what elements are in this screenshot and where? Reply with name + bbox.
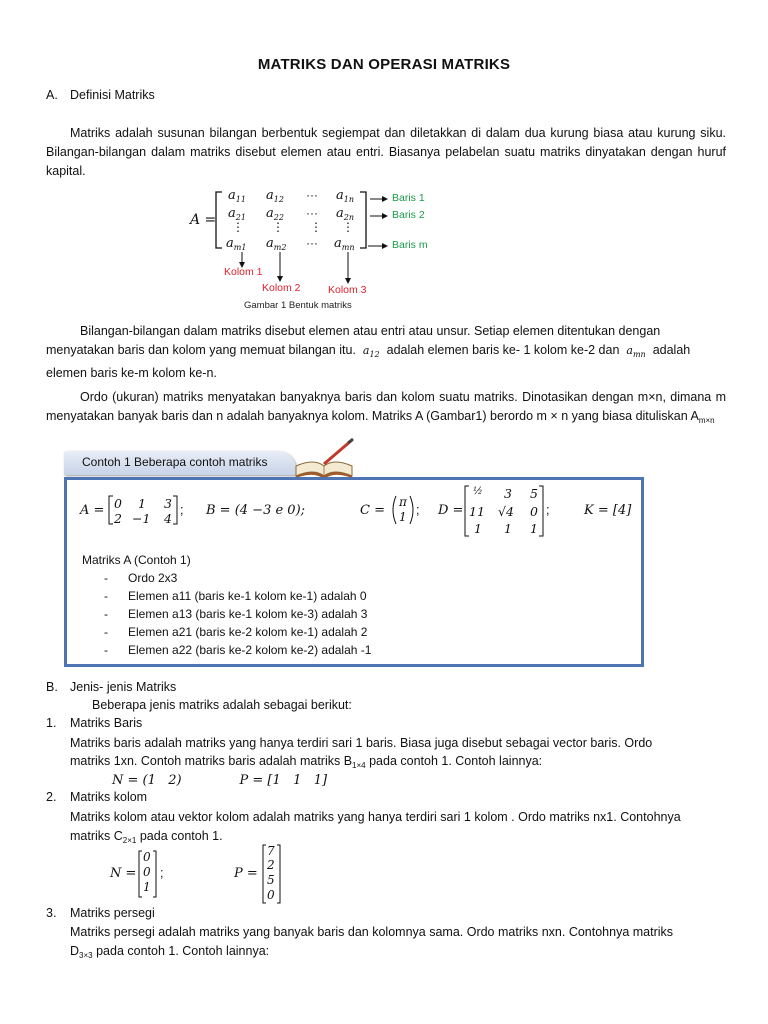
matrix-cell: ⋮ (232, 220, 244, 234)
matrix-cell: $a_{1n}$ (336, 188, 355, 204)
paragraph-elemen-line3: elemen baris ke-m kolom ke-n. (46, 366, 217, 380)
example-p-label: P = (234, 866, 258, 881)
paragraph-elemen-line2: menyatakan baris dan kolom yang memuat bilangan itu. (46, 343, 356, 357)
matrix-figure (170, 186, 470, 316)
matrix-a-cell: 2 (114, 511, 122, 526)
matrix-k: K = [4] (584, 503, 632, 518)
example-p-cell: 2 (267, 858, 275, 872)
matrix-d-cell: 1 (504, 521, 512, 536)
paragraph-definisi: Matriks adalah susunan bilangan berbentuk segiempat dan diletakkan di dalam dua kurung biasa atau kurung siku. Bilangan-bilangan dalam matriks disebut elemen atau entri. Biasanya pelabelan suatu matriks dinyatakan dengan huruf kapital. (46, 126, 726, 178)
book-pen-icon (290, 436, 358, 483)
label-baris-2: Baris 2 (392, 209, 425, 221)
contoh-list-item: Elemen a22 (baris ke-2 kolom ke-2) adalah -1 (128, 643, 372, 657)
item-desc-sub: 3×3 (79, 951, 93, 960)
matrix-cell: ⋮ (310, 220, 322, 234)
item-number: 1. (46, 716, 57, 730)
matrix-cell: $a_{11}$ (228, 188, 246, 204)
item-number: 2. (46, 790, 57, 804)
matrix-d-cell: 11 (469, 504, 485, 519)
matrix-c (390, 494, 416, 526)
section-b-label: B. (46, 680, 58, 694)
matrix-cell: $a_{2n}$ (336, 206, 355, 222)
item-desc-text: pada contoh 1. Contoh lainnya: (365, 754, 543, 768)
matrix-d-cell: 1 (474, 521, 482, 536)
list-bullet: - (104, 607, 108, 621)
list-bullet: - (104, 589, 108, 603)
elemen-a12: $a_{12}$ (359, 344, 380, 359)
label-baris-1: Baris 1 (392, 192, 425, 204)
elemen-amn: $a_{mn}$ (622, 344, 646, 359)
matrix-a-cell: 3 (164, 496, 172, 511)
item-desc-text: matriks 1xn. Contoh matriks baris adalah matriks B (70, 754, 353, 768)
item-desc-sub: 1×4 (352, 761, 366, 770)
example-p-cell: 7 (267, 844, 275, 858)
paragraph-elemen-line1: Bilangan-bilangan dalam matriks disebut elemen atau entri atau unsur. Setiap elemen ditentukan dengan (80, 324, 661, 338)
matrix-d-label: D = (438, 503, 464, 518)
item-title: Matriks persegi (70, 906, 155, 920)
example-n-label: N = (110, 866, 137, 881)
item-desc-text: pada contoh 1. (136, 829, 223, 843)
item-desc: Matriks persegi adalah matriks yang banyak baris dan kolomnya sama. Ordo matriks nxn. Contohnya matriks (70, 925, 674, 939)
matrix-d-cell: 1 (530, 521, 538, 536)
semicolon: ; (180, 503, 184, 517)
matrix-a-cell: 4 (164, 511, 172, 526)
matrix-d-cell: 3 (504, 486, 512, 501)
list-bullet: - (104, 643, 108, 657)
matrix-d-cell: ½ (473, 486, 483, 497)
contoh-list-item: Ordo 2x3 (128, 571, 178, 585)
item-desc: Matriks baris adalah matriks yang hanya terdiri sari 1 baris. Biasa juga disebut sebagai vector baris. Ordo (70, 736, 653, 750)
label-kolom-2: Kolom 2 (262, 282, 301, 294)
matrix-a-cell: 0 (114, 496, 122, 511)
item-desc-text: matriks C (70, 829, 123, 843)
matrix-cell: ··· (306, 206, 318, 220)
item-desc-sub: 2×1 (122, 836, 137, 845)
matrix-cell: $a_{m2}$ (266, 236, 287, 252)
matrix-cell: ⋮ (272, 220, 284, 234)
matrix-a-cell: 1 (138, 496, 146, 511)
example-p-cell: 5 (267, 873, 275, 887)
item-desc-text: pada contoh 1. Contoh lainnya: (92, 944, 270, 958)
item-desc (70, 829, 730, 845)
example-n-cell: 1 (143, 880, 151, 894)
page-title: MATRIKS DAN OPERASI MATRIKS (257, 56, 511, 73)
matrix-d-cell: √4 (498, 504, 514, 519)
matrix-cell: $a_{mn}$ (334, 236, 355, 252)
paragraph-ordo-end: A (690, 409, 699, 423)
label-kolom-1: Kolom 1 (224, 266, 263, 278)
item-desc: Matriks kolom atau vektor kolom adalah matriks yang hanya terdiri sari 1 kolom . Ordo matriks nx1. Contohnya (70, 810, 681, 824)
contoh-title: Contoh 1 Beberapa contoh matriks (82, 455, 268, 469)
label-baris-m: Baris m (392, 239, 428, 251)
matrix-cell: $a_{m1}$ (226, 236, 247, 252)
matrix-cell: ··· (306, 188, 318, 202)
matrix-cell: $a_{12}$ (266, 188, 284, 204)
contoh-list-item: Elemen a11 (baris ke-1 kolom ke-1) adalah 0 (128, 589, 367, 603)
contoh-list-title: Matriks A (Contoh 1) (82, 553, 191, 567)
section-b-title: Jenis- jenis Matriks (70, 680, 177, 694)
item-number: 3. (46, 906, 57, 920)
example-n-cell: 0 (143, 865, 151, 879)
example-p-cell: 0 (267, 888, 275, 902)
matrix-d-cell: 5 (530, 486, 538, 501)
matrix-cell: ⋮ (342, 220, 354, 234)
semicolon: ; (546, 503, 550, 517)
section-a-label: A. (46, 88, 58, 102)
semicolon: ; (416, 503, 420, 517)
matrix-c-label: C = (360, 503, 385, 518)
matrix-b: B = (4 −3 e 0); (206, 503, 306, 518)
example-baris: N = (1 2) P = [1 1 1] (112, 773, 328, 788)
matrix-a-cell: −1 (132, 511, 151, 526)
matrix-d (464, 484, 544, 538)
matrix-a-label: A = (80, 503, 105, 518)
matrix-a (108, 494, 178, 526)
matrix-c-cell: π (399, 495, 407, 509)
paragraph-ordo-text: Ordo (ukuran) matriks menyatakan banyaknya baris dan kolom suatu matriks. Dinotasikan dengan m×n, dimana m menyatakan banyak baris dan n adalah banyaknya kolom. Matriks A (Gambar1) berordo m × n yang biasa dituliskan (46, 390, 726, 423)
section-a-title: Definisi Matriks (70, 88, 155, 102)
example-p-matrix (262, 844, 282, 904)
matrix-cell: $a_{22}$ (266, 206, 284, 222)
paragraph-elemen-line2b: adalah elemen baris ke- 1 kolom ke-2 dan (386, 343, 620, 357)
item-desc (70, 944, 730, 960)
contoh-list-item: Elemen a21 (baris ke-2 kolom ke-1) adalah 2 (128, 625, 368, 639)
semicolon: ; (160, 866, 164, 880)
matrix-figure-svg (170, 186, 470, 316)
figure-caption: Gambar 1 Bentuk matriks (244, 300, 352, 311)
item-desc-text: D (70, 944, 80, 958)
label-kolom-3: Kolom 3 (328, 284, 367, 296)
paragraph-ordo-sub: m×n (698, 416, 715, 425)
paragraph-ordo (46, 388, 726, 430)
paragraph-elemen-line2c: adalah (652, 343, 691, 357)
matrix-d-cell: 0 (530, 504, 538, 519)
paragraph-elemen (46, 322, 726, 383)
list-bullet: - (104, 625, 108, 639)
example-n-cell: 0 (143, 850, 151, 864)
example-n-matrix (138, 850, 158, 898)
item-desc (70, 754, 730, 770)
matrix-cell: ··· (306, 236, 318, 250)
item-title: Matriks kolom (70, 790, 148, 804)
matrix-lhs: A = (190, 212, 217, 228)
contoh-list-item: Elemen a13 (baris ke-1 kolom ke-3) adalah 3 (128, 607, 368, 621)
matrix-c-cell: 1 (399, 510, 407, 524)
matrix-cell: $a_{21}$ (228, 206, 246, 222)
jenis-intro: Beberapa jenis matriks adalah sebagai berikut: (92, 698, 352, 712)
item-title: Matriks Baris (70, 716, 143, 730)
list-bullet: - (104, 571, 108, 585)
